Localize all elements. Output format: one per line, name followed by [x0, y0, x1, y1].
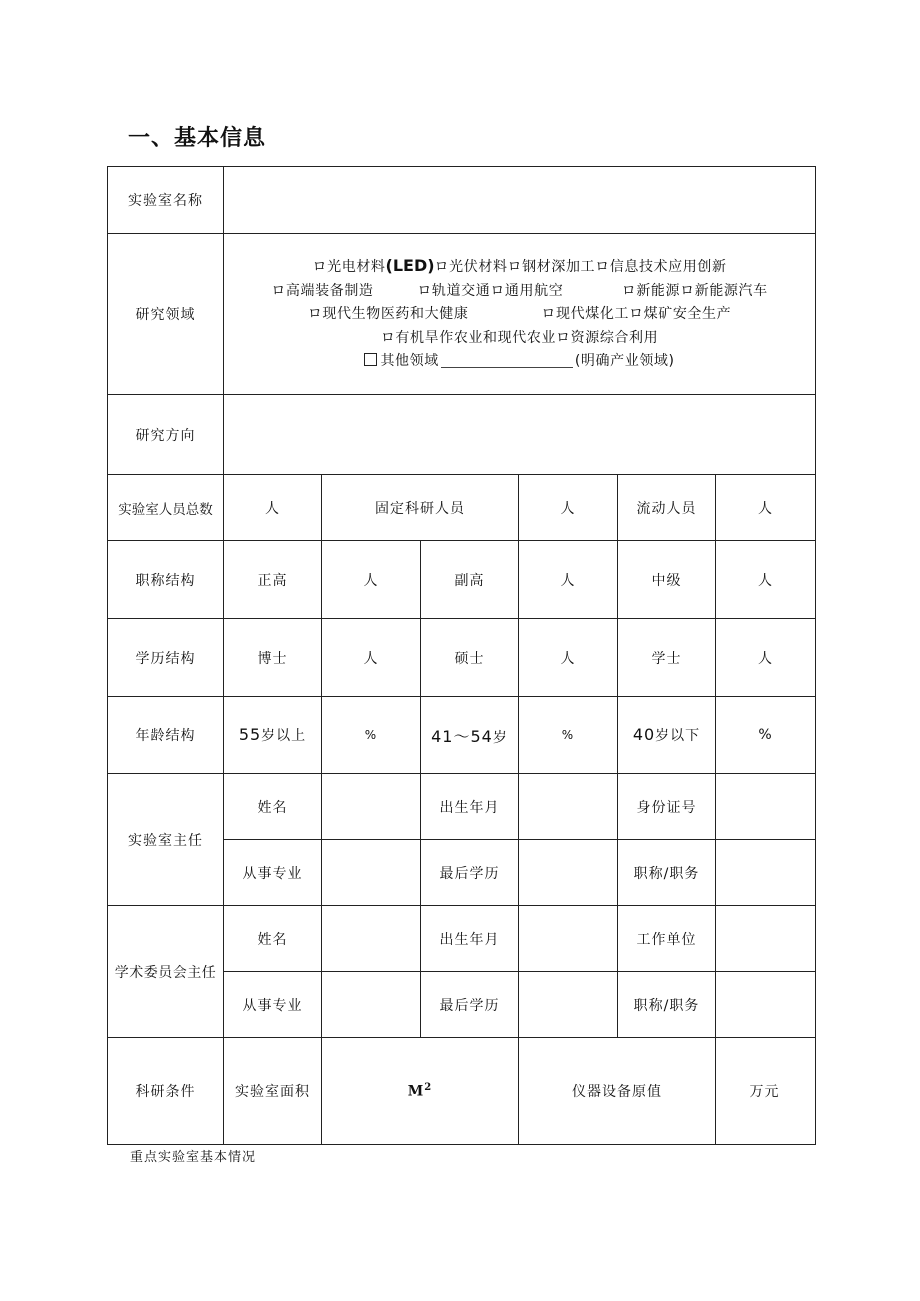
- chair-title-field[interactable]: [716, 972, 816, 1038]
- basic-info-table: [107, 166, 816, 1145]
- staff-total-label: 实验室人员总数: [108, 475, 224, 541]
- committee-chair-label: 学术委员会主任: [108, 906, 224, 1038]
- chair-title-label: 职称/职务: [618, 972, 716, 1038]
- director-name-field[interactable]: [322, 774, 421, 840]
- field-option-line-1[interactable]: ロ光电材料(LED)ロ光伏材料ロ钢材深加工ロ信息技术应用创新: [312, 256, 727, 276]
- director-major-label: 从事专业: [224, 840, 322, 906]
- equipment-value-field[interactable]: 万元: [716, 1038, 816, 1145]
- director-birth-label: 出生年月: [421, 774, 519, 840]
- equipment-value-label: 仪器设备原值: [519, 1038, 716, 1145]
- chair-major-label: 从事专业: [224, 972, 322, 1038]
- senior-unit[interactable]: 人: [322, 541, 421, 619]
- research-field-label: 研究领域: [108, 234, 224, 395]
- staff-total-unit[interactable]: 人: [224, 475, 322, 541]
- row-research-conditions: [108, 1038, 816, 1145]
- title-structure-label: 职称结构: [108, 541, 224, 619]
- row-age-structure: [108, 697, 816, 774]
- phd-unit[interactable]: 人: [322, 619, 421, 697]
- research-conditions-label: 科研条件: [108, 1038, 224, 1145]
- director-degree-label: 最后学历: [421, 840, 519, 906]
- age-structure-label: 年龄结构: [108, 697, 224, 774]
- field-option-line-2[interactable]: ロ高端装备制造 ロ轨道交通ロ通用航空 ロ新能源ロ新能源汽车: [271, 282, 768, 299]
- row-lab-name: [108, 167, 816, 234]
- research-direction-field[interactable]: [224, 395, 816, 475]
- row-research-field: [108, 234, 816, 395]
- senior-label: 正高: [224, 541, 322, 619]
- mobile-staff-unit[interactable]: 人: [716, 475, 816, 541]
- age-group-55-plus-percent[interactable]: %: [322, 697, 421, 774]
- chair-birth-field[interactable]: [519, 906, 618, 972]
- chair-degree-field[interactable]: [519, 972, 618, 1038]
- lab-name-label: 实验室名称: [108, 167, 224, 234]
- director-title-field[interactable]: [716, 840, 816, 906]
- age-group-41-54-percent[interactable]: %: [519, 697, 618, 774]
- master-label: 硕士: [421, 619, 519, 697]
- age-group-40-under-percent[interactable]: %: [716, 697, 816, 774]
- phd-label: 博士: [224, 619, 322, 697]
- lab-area-field[interactable]: $M^2$: [322, 1038, 519, 1145]
- row-director-1: [108, 774, 816, 840]
- row-education-structure: [108, 619, 816, 697]
- director-label: 实验室主任: [108, 774, 224, 906]
- middle-label: 中级: [618, 541, 716, 619]
- director-title-label: 职称/职务: [618, 840, 716, 906]
- director-id-label: 身份证号: [618, 774, 716, 840]
- associate-unit[interactable]: 人: [519, 541, 618, 619]
- chair-work-unit-label: 工作单位: [618, 906, 716, 972]
- fixed-staff-unit[interactable]: 人: [519, 475, 618, 541]
- research-direction-label: 研究方向: [108, 395, 224, 475]
- associate-label: 副高: [421, 541, 519, 619]
- bachelor-label: 学士: [618, 619, 716, 697]
- director-id-field[interactable]: [716, 774, 816, 840]
- field-option-line-4[interactable]: ロ有机旱作农业和现代农业ロ资源综合利用: [380, 329, 659, 346]
- middle-unit[interactable]: 人: [716, 541, 816, 619]
- chair-birth-label: 出生年月: [421, 906, 519, 972]
- mobile-staff-label: 流动人员: [618, 475, 716, 541]
- row-research-direction: [108, 395, 816, 475]
- director-degree-field[interactable]: [519, 840, 618, 906]
- chair-major-field[interactable]: [322, 972, 421, 1038]
- row-title-structure: [108, 541, 816, 619]
- age-group-40-under: 40岁以下: [618, 697, 716, 774]
- fixed-staff-label: 固定科研人员: [322, 475, 519, 541]
- lab-name-field[interactable]: [224, 167, 816, 234]
- director-major-field[interactable]: [322, 840, 421, 906]
- education-structure-label: 学历结构: [108, 619, 224, 697]
- director-name-label: 姓名: [224, 774, 322, 840]
- master-unit[interactable]: 人: [519, 619, 618, 697]
- other-field-blank[interactable]: [441, 353, 573, 368]
- chair-work-unit-field[interactable]: [716, 906, 816, 972]
- checkbox-icon[interactable]: [364, 353, 377, 366]
- chair-name-label: 姓名: [224, 906, 322, 972]
- age-group-55-plus: 55岁以上: [224, 697, 322, 774]
- table-caption: 重点实验室基本情况: [130, 1150, 257, 1165]
- field-option-line-3[interactable]: ロ现代生物医药和大健康 ロ现代煤化工ロ煤矿安全生产: [307, 306, 732, 323]
- section-title: 一、基本信息: [128, 126, 267, 151]
- director-birth-field[interactable]: [519, 774, 618, 840]
- age-group-41-54: 41～54岁: [421, 697, 519, 774]
- lab-area-label: 实验室面积: [224, 1038, 322, 1145]
- chair-name-field[interactable]: [322, 906, 421, 972]
- row-staff-total: [108, 475, 816, 541]
- field-option-other[interactable]: 其他领域 (明确产业领域): [224, 350, 815, 374]
- research-field-options: [224, 234, 816, 395]
- bachelor-unit[interactable]: 人: [716, 619, 816, 697]
- row-committee-1: [108, 906, 816, 972]
- chair-degree-label: 最后学历: [421, 972, 519, 1038]
